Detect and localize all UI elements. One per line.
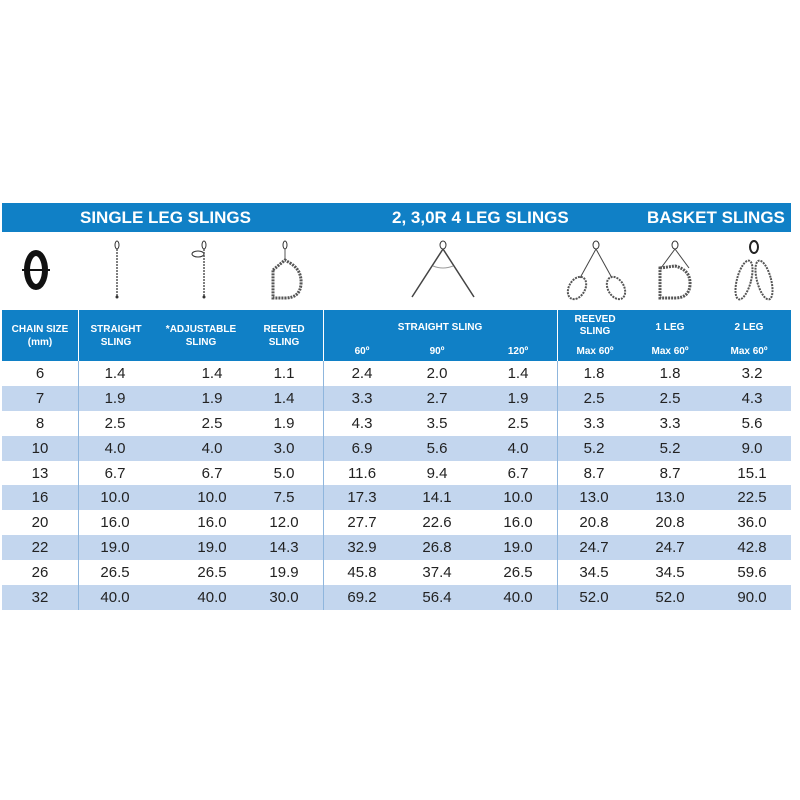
- table-cell: 5.2: [659, 439, 681, 457]
- table-cell: 14.1: [422, 489, 452, 507]
- table-cell: 6.7: [507, 464, 529, 482]
- table-cell: 11.6: [347, 464, 377, 482]
- table-cell: 45.8: [347, 564, 377, 582]
- table-cell: 22.6: [422, 514, 452, 532]
- table-cell: 2.5: [507, 414, 529, 432]
- table-cell: 1.4: [507, 365, 529, 382]
- table-cell: 1.4: [273, 389, 295, 407]
- reeved-sling-icon: [270, 240, 306, 302]
- table-cell: 26.5: [100, 564, 130, 582]
- table-cell: 9.4: [426, 464, 448, 482]
- header-angle-90: 90º: [429, 346, 445, 357]
- table-cell: 19.0: [503, 539, 533, 557]
- table-cell: 10.0: [197, 489, 227, 507]
- table-cell: 1.9: [201, 389, 223, 407]
- table-cell: 3.5: [426, 414, 448, 432]
- table-cell: 7: [35, 389, 45, 407]
- table-cell: 26.5: [503, 564, 533, 582]
- table-cell: 14.3: [269, 539, 299, 557]
- header-2-leg: 2 LEG: [734, 322, 764, 333]
- table-cell: 20.8: [655, 514, 685, 532]
- table-cell: 90.0: [737, 589, 767, 607]
- table-row: [2, 361, 791, 386]
- table-cell: 19.0: [197, 539, 227, 557]
- table-row: [2, 411, 791, 436]
- two-leg-basket-icon: [732, 240, 777, 302]
- table-cell: 7.5: [273, 489, 295, 507]
- table-cell: 34.5: [579, 564, 609, 582]
- table-cell: 56.4: [422, 589, 452, 607]
- multi-leg-title: 2, 3,0R 4 LEG SLINGS: [392, 208, 569, 227]
- table-cell: 8.7: [659, 464, 681, 482]
- basket-title: BASKET SLINGS: [647, 208, 785, 227]
- table-cell: 1.4: [201, 365, 223, 382]
- table-cell: 22.5: [737, 489, 767, 507]
- table-cell: 16.0: [197, 514, 227, 532]
- header-straight-sling: STRAIGHT SLING: [90, 324, 142, 348]
- table-cell: 22: [31, 539, 49, 557]
- table-cell: 26: [31, 564, 49, 582]
- table-cell: 4.3: [351, 414, 373, 432]
- table-cell: 4.0: [201, 439, 223, 457]
- table-cell: 15.1: [737, 464, 767, 482]
- table-cell: 52.0: [655, 589, 685, 607]
- header-adjustable-sling: *ADJUSTABLE SLING: [165, 324, 237, 348]
- table-cell: 34.5: [655, 564, 685, 582]
- table-cell: 17.3: [347, 489, 377, 507]
- header-straight-sling-multi: STRAIGHT SLING: [397, 322, 483, 333]
- header-reeved-sling: REEVED SLING: [263, 324, 305, 348]
- table-cell: 12.0: [269, 514, 299, 532]
- table-cell: 42.8: [737, 539, 767, 557]
- header-max60-1leg: Max 60º: [651, 346, 689, 357]
- table-cell: 1.8: [583, 365, 605, 382]
- table-cell: 8: [35, 414, 45, 432]
- header-max60-2leg: Max 60º: [730, 346, 768, 357]
- table-cell: 26.8: [422, 539, 452, 557]
- table-cell: 5.6: [426, 439, 448, 457]
- table-cell: 1.8: [659, 365, 681, 382]
- table-cell: 10.0: [100, 489, 130, 507]
- table-cell: 2.5: [104, 414, 126, 432]
- table-cell: 30.0: [269, 589, 299, 607]
- table-cell: 19.0: [100, 539, 130, 557]
- table-cell: 13.0: [655, 489, 685, 507]
- table-row: [2, 461, 791, 486]
- table-cell: 3.0: [273, 439, 295, 457]
- table-cell: 3.3: [583, 414, 605, 432]
- table-cell: 40.0: [100, 589, 130, 607]
- table-row: [2, 560, 791, 585]
- table-row: [2, 535, 791, 560]
- table-cell: 4.0: [507, 439, 529, 457]
- table-cell: 2.5: [583, 389, 605, 407]
- table-cell: 24.7: [579, 539, 609, 557]
- column-headers: [2, 310, 791, 361]
- adjustable-sling-icon: [188, 240, 218, 300]
- table-row: [2, 510, 791, 535]
- table-cell: 1.1: [273, 365, 295, 382]
- table-cell: 36.0: [737, 514, 767, 532]
- table-row: [2, 436, 791, 461]
- two-leg-sling-icon: [407, 240, 482, 302]
- table-cell: 59.6: [737, 564, 767, 582]
- table-cell: 10.0: [503, 489, 533, 507]
- table-cell: 27.7: [347, 514, 377, 532]
- table-cell: 16: [31, 489, 49, 507]
- table-cell: 8.7: [583, 464, 605, 482]
- table-cell: 2.5: [659, 389, 681, 407]
- table-cell: 1.9: [273, 414, 295, 432]
- table-cell: 3.3: [351, 389, 373, 407]
- straight-sling-icon: [110, 240, 124, 300]
- sling-icons: [2, 232, 791, 310]
- table-cell: 5.0: [273, 464, 295, 482]
- table-cell: 5.2: [583, 439, 605, 457]
- table-cell: 19.9: [269, 564, 299, 582]
- table-cell: 9.0: [741, 439, 763, 457]
- single-leg-title: SINGLE LEG SLINGS: [80, 208, 251, 227]
- table-cell: 3.2: [741, 365, 763, 382]
- data-table-body: [2, 361, 791, 610]
- table-cell: 4.3: [741, 389, 763, 407]
- table-cell: 2.5: [201, 414, 223, 432]
- section-header-band: [2, 203, 791, 232]
- table-cell: 13: [31, 464, 49, 482]
- table-cell: 2.7: [426, 389, 448, 407]
- table-cell: 6.9: [351, 439, 373, 457]
- header-reeved-basket: REEVED SLING: [574, 314, 616, 337]
- table-cell: 52.0: [579, 589, 609, 607]
- header-chain-size: CHAIN SIZE (mm): [11, 324, 69, 348]
- header-angle-120: 120º: [507, 346, 529, 357]
- table-cell: 16.0: [100, 514, 130, 532]
- reeved-basket-sling-icon: [565, 240, 630, 302]
- table-cell: 20: [31, 514, 49, 532]
- table-row: [2, 485, 791, 510]
- table-row: [2, 585, 791, 610]
- table-cell: 69.2: [347, 589, 377, 607]
- table-cell: 2.0: [426, 365, 448, 382]
- table-cell: 40.0: [503, 589, 533, 607]
- one-leg-basket-icon: [655, 240, 695, 302]
- table-cell: 20.8: [579, 514, 609, 532]
- header-1-leg: 1 LEG: [655, 322, 685, 333]
- table-cell: 6.7: [201, 464, 223, 482]
- table-cell: 32.9: [347, 539, 377, 557]
- table-cell: 26.5: [197, 564, 227, 582]
- header-angle-60: 60º: [354, 346, 370, 357]
- table-cell: 40.0: [197, 589, 227, 607]
- table-cell: 6: [35, 365, 45, 382]
- table-cell: 24.7: [655, 539, 685, 557]
- table-cell: 2.4: [351, 365, 373, 382]
- table-cell: 37.4: [422, 564, 452, 582]
- table-cell: 16.0: [503, 514, 533, 532]
- table-row: [2, 386, 791, 411]
- table-cell: 13.0: [579, 489, 609, 507]
- table-cell: 32: [31, 589, 49, 607]
- table-cell: 6.7: [104, 464, 126, 482]
- header-max60-reeved: Max 60º: [576, 346, 614, 357]
- table-cell: 1.4: [104, 365, 126, 382]
- table-cell: 4.0: [104, 439, 126, 457]
- table-cell: 3.3: [659, 414, 681, 432]
- chain-link-icon: [22, 250, 52, 290]
- table-cell: 1.9: [104, 389, 126, 407]
- table-cell: 10: [31, 439, 49, 457]
- table-cell: 5.6: [741, 414, 763, 432]
- table-cell: 1.9: [507, 389, 529, 407]
